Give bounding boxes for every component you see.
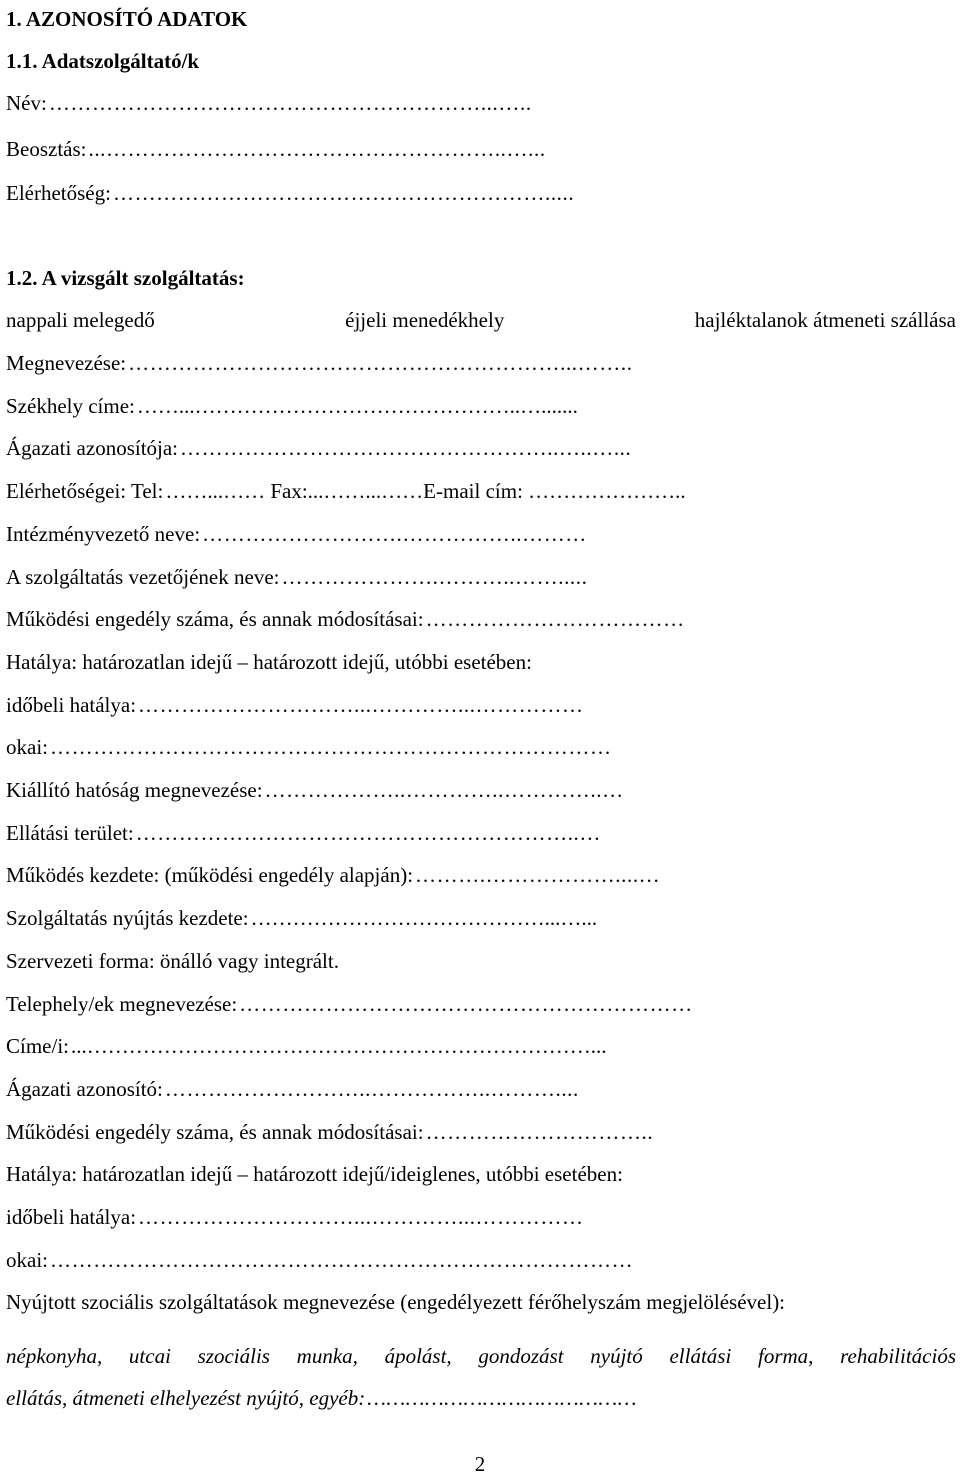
field-dots: ……………………………………………………………………… xyxy=(50,1248,634,1272)
field-label: okai: xyxy=(6,1248,48,1272)
form-row xyxy=(6,1159,956,1189)
service-type-options xyxy=(6,305,956,335)
form-row xyxy=(6,946,956,976)
form-row xyxy=(6,1074,956,1104)
form-row xyxy=(6,775,956,805)
field-label: Intézményvezető neve: xyxy=(6,522,201,546)
field-dots: ……………………………… xyxy=(425,607,685,631)
form-row xyxy=(6,476,956,506)
field-nev xyxy=(6,88,956,118)
field-label: Működés kezdete: (működési engedély alapján): xyxy=(6,863,414,887)
form-row xyxy=(6,1287,956,1317)
italic-services-line-1: népkonyha, utcai szociális munka, ápolást, gondozást nyújtó ellátási forma, rehabilitációs xyxy=(6,1344,956,1368)
field-dots: ……….………………....… xyxy=(415,863,661,887)
field-label: Működési engedély száma, és annak módosításai: xyxy=(6,1120,424,1144)
option-ejjeli-menedekhely: éjjeli menedékhely xyxy=(345,308,505,332)
field-label: Név: xyxy=(6,91,47,115)
field-dots: ……………………………………………………...….. xyxy=(48,91,532,115)
form-row xyxy=(6,818,956,848)
field-label: Hatálya: határozatlan idejű – határozott idejű, utóbbi esetében: xyxy=(6,650,532,674)
field-label: Ágazati azonosítója: xyxy=(6,436,179,460)
subsection-title-1-1: 1.1. Adatszolgáltató/k xyxy=(6,49,200,73)
form-row xyxy=(6,1245,956,1275)
field-dots: ………………………….. xyxy=(425,1120,654,1144)
field-dots: ……………………………………………………...…….. xyxy=(128,351,633,375)
form-row xyxy=(6,562,956,592)
field-dots: …………………………...…………...…………… xyxy=(138,1205,584,1229)
subsection-title-1-2: 1.2. A vizsgált szolgáltatás: xyxy=(6,266,245,290)
field-label: Szolgáltatás nyújtás kezdete: xyxy=(6,906,249,930)
field-label: Kiállító hatóság megnevezése: xyxy=(6,778,263,802)
italic-services-line-2 xyxy=(6,1383,956,1413)
form-row xyxy=(6,860,956,890)
form-row xyxy=(6,732,956,762)
field-dots: ……………………………………...…... xyxy=(250,906,598,930)
field-dots: ...………………………………………………..…... xyxy=(88,137,546,161)
field-label: Ellátási terület: xyxy=(6,821,134,845)
field-label: Elérhetőség: xyxy=(6,181,111,205)
field-label: ellátás, átmeneti elhelyezést nyújtó, egyéb: xyxy=(6,1386,366,1410)
field-label: Nyújtott szociális szolgáltatások megnevezése (engedélyezett férőhelyszám megjelölésével): xyxy=(6,1290,786,1314)
form-row xyxy=(6,1202,956,1232)
field-dots: ...………………………………………………………………... xyxy=(71,1034,607,1058)
field-dots: ……...………………………………………..…....... xyxy=(136,394,578,418)
field-beosztas xyxy=(6,134,956,164)
field-dots: ……………………………………………………..… xyxy=(135,821,602,845)
form-row xyxy=(6,433,956,463)
field-label: Ágazati azonosító: xyxy=(6,1077,163,1101)
form-row xyxy=(6,989,956,1019)
form-row xyxy=(6,348,956,378)
field-elerhetoseg xyxy=(6,178,956,208)
section-title: 1. AZONOSÍTÓ ADATOK xyxy=(6,7,248,31)
field-label: Megnevezése: xyxy=(6,351,127,375)
field-dots: ……...…… Fax:...……...……E-mail cím: ………………….. xyxy=(165,479,686,503)
field-dots: …………………………...…………...…………… xyxy=(138,693,584,717)
field-label: okai: xyxy=(6,735,48,759)
field-label: A szolgáltatás vezetőjének neve: xyxy=(6,565,280,589)
form-row xyxy=(6,519,956,549)
form-row xyxy=(6,604,956,634)
page-number: 2 xyxy=(474,1452,486,1476)
field-dots: …………………………………… xyxy=(367,1386,638,1410)
field-dots: ……………………….……………..……… xyxy=(202,522,587,546)
field-label: Elérhetőségei: Tel: xyxy=(6,479,164,503)
form-row xyxy=(6,391,956,421)
field-dots: ……………………………………………..…..…... xyxy=(180,436,632,460)
field-dots: ………………………..……………..……….... xyxy=(164,1077,579,1101)
field-dots: ………………..…………..…………..… xyxy=(264,778,624,802)
field-dots: ………………….………..……..... xyxy=(281,565,588,589)
field-dots: …………………………………………………………………… xyxy=(50,735,612,759)
option-nappali-melegedo: nappali melegedő xyxy=(6,308,155,332)
form-row xyxy=(6,903,956,933)
field-label: Telephely/ek megnevezése: xyxy=(6,992,238,1016)
field-label: időbeli hatálya: xyxy=(6,693,137,717)
field-dots: ……………………………………………………..... xyxy=(112,181,575,205)
field-label: Hatálya: határozatlan idejű – határozott idejű/ideiglenes, utóbbi esetében: xyxy=(6,1162,623,1186)
form-row xyxy=(6,647,956,677)
field-dots: ……………………………………………………… xyxy=(239,992,693,1016)
field-label: Székhely címe: xyxy=(6,394,135,418)
field-label: Címe/i: xyxy=(6,1034,69,1058)
field-label: időbeli hatálya: xyxy=(6,1205,137,1229)
form-row xyxy=(6,1031,956,1061)
field-label: Beosztás: xyxy=(6,137,87,161)
form-row xyxy=(6,1117,956,1147)
form-row xyxy=(6,690,956,720)
field-label: Működési engedély száma, és annak módosításai: xyxy=(6,607,424,631)
option-hajlektalanok-atmeneti-szallasa: hajléktalanok átmeneti szállása xyxy=(694,308,956,332)
field-label: Szervezeti forma: önálló vagy integrált. xyxy=(6,949,339,973)
